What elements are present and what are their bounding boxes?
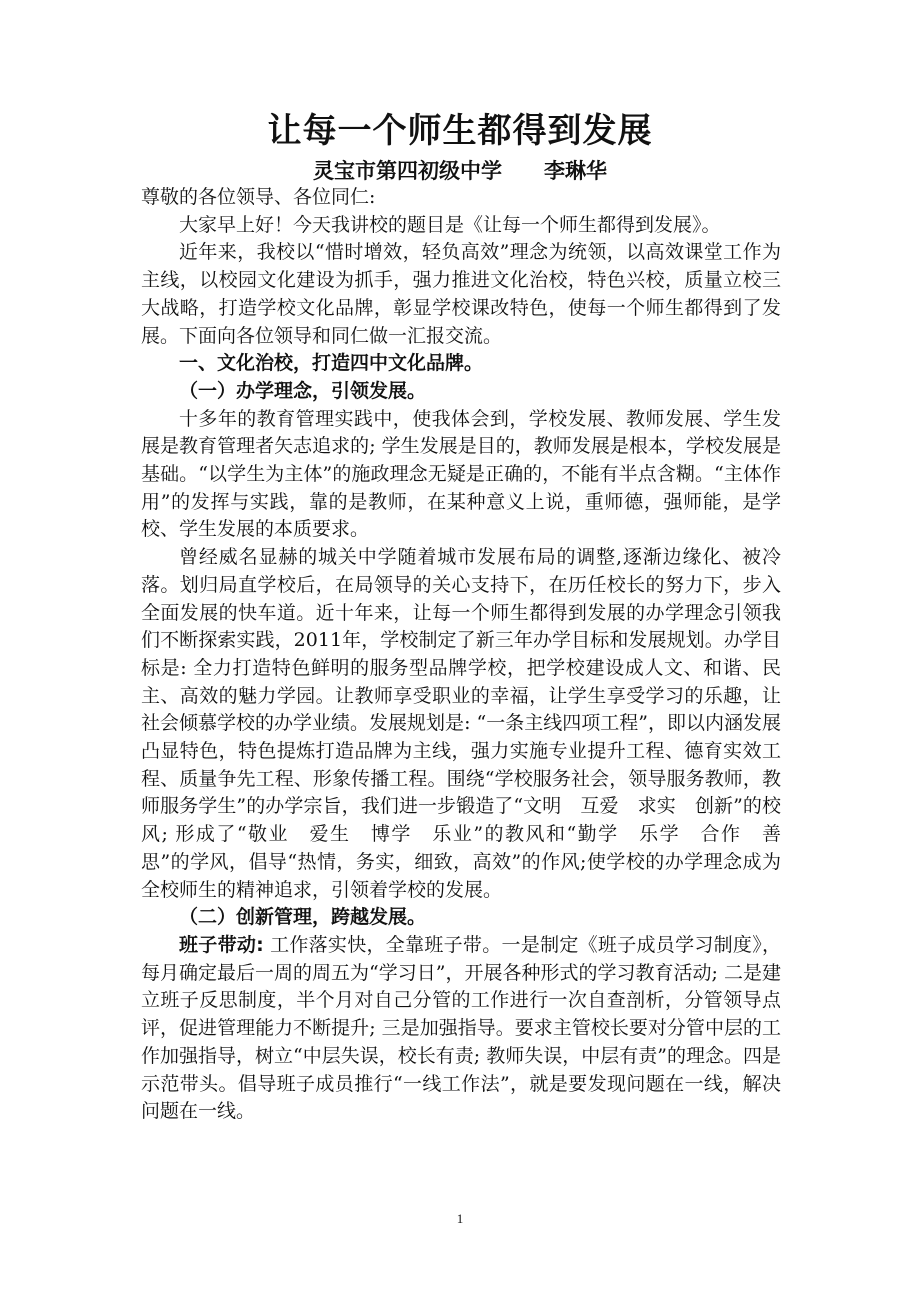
section-heading-1: 一、文化治校，打造四中文化品牌。: [179, 352, 484, 375]
paragraph-2: 近年来，我校以“惜时增效，轻负高效”理念为统领，以高效课堂工作为主线，以校园文化建设为抓手，强力推进文化治校，特色兴校，质量立校三大战略，打造学校文化品牌，彰显学校课改特色，使每一个师生都得到了发展。下面向各位领导和同仁做一汇报交流。: [141, 241, 781, 347]
paragraph-5: [141, 932, 781, 1126]
greeting: 尊敬的各位领导、各位同仁:: [141, 186, 376, 208]
paragraph-1: 大家早上好！今天我讲校的题目是《让每一个师生都得到发展》。: [179, 213, 721, 236]
subsection-heading-1: （一）办学理念，引领发展。: [179, 379, 427, 402]
paragraph-3: 十多年的教育管理实践中，使我体会到，学校发展、教师发展、学生发展是教育管理者矢志追求的; 学生发展是目的，教师发展是根本，学校发展是基础。“以学生为主体”的施政理念无疑是正确的，不能有半点含糊。“主体作用”的发挥与实践，靠的是教师，在某种意义上说，重师德，强师能，是学校、学生发展的本质要求。: [141, 407, 781, 541]
document-body: [141, 184, 781, 1126]
paragraph-4: 曾经威名显赫的城关中学随着城市发展布局的调整,逐渐边缘化、被冷落。划归局直学校后，在局领导的关心支持下，在历任校长的努力下，步入全面发展的快车道。近十年来，让每一个师生都得到发展的办学理念引领我们不断探索实践，2011年，学校制定了新三年办学目标和发展规划。办学目标是: 全力打造特色鲜明的服务型品牌学校，把学校建设成人文、和谐、民主、高效的魅力学园。让教师享受职业的幸福，让学生享受学习的乐趣，让社会倾慕学校的办学业绩。发展规划是: “一条主线四项工程”，即以内涵发展凸显特色，特色提炼打造品牌为主线，强力实施专业提升工程、德育实效工程、质量争先工程、形象传播工程。围绕“学校服务社会，领导服务教师，教师服务学生”的办学宗旨，我们进一步锻造了“文明 互爱 求实 创新”的校风; 形成了“敬业 爱生 博学 乐业”的教风和“勤学 乐学 合作 善思”的学风，倡导“热情，务实，细致，高效”的作风;使学校的办学理念成为全校师生的精神追求，引领着学校的发展。: [141, 546, 781, 901]
paragraph-5-text: 工作落实快，全靠班子带。一是制定《班子成员学习制度》，每月确定最后一周的周五为“学习日”，开展各种形式的学习教育活动; 二是建立班子反思制度，半个月对自己分管的工作进行一次自查剖析，分管领导点评，促进管理能力不断提升; 三是加强指导。要求主管校长要对分管中层的工作加强指导，树立“中层失误，校长有责; 教师失误，中层有责”的理念。四是示范带头。倡导班子成员推行“一线工作法”，就是要发现问题在一线，解决问题在一线。: [141, 933, 781, 1123]
school-name: 灵宝市第四初级中学: [313, 159, 502, 183]
page-number: 1: [456, 1211, 464, 1226]
document-title: 让每一个师生都得到发展: [267, 111, 653, 151]
document-subtitle: [0, 158, 920, 184]
author-name: 李琳华: [544, 159, 607, 183]
paragraph-5-lead: 班子带动:: [179, 933, 264, 956]
subsection-heading-2: （二）创新管理，跨越发展。: [179, 906, 427, 929]
